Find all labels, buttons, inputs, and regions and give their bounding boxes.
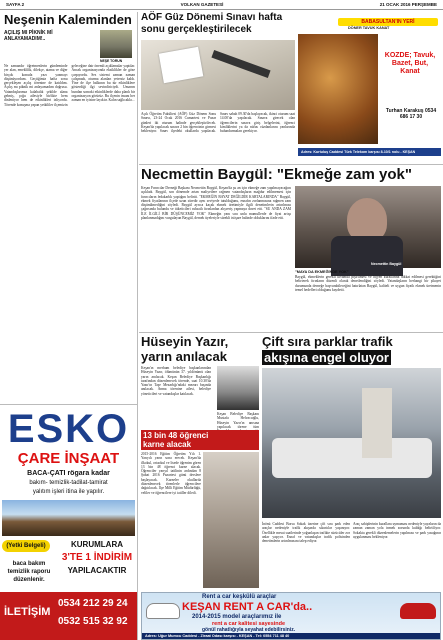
rentacar-line-4: gönül rahatlığıyla seyahat edebilirsiniz. xyxy=(202,627,296,633)
parking-article xyxy=(262,334,441,590)
esko-promo-3: YAPILACAKTIR xyxy=(67,566,127,575)
rentacar-name: KEŞAN RENT A CAR'da.. xyxy=(182,601,313,613)
aof-photo xyxy=(141,40,295,110)
rentacar-ad xyxy=(141,592,441,640)
baygul-caption: Necmettin Baygül xyxy=(371,262,402,266)
page-number: SAYFA 2 xyxy=(6,2,25,7)
awards-article xyxy=(141,430,259,590)
parking-photo xyxy=(262,368,441,518)
baygul-article xyxy=(141,166,441,331)
esko-ad xyxy=(0,406,137,640)
esko-contact-bar xyxy=(0,592,137,640)
esko-line-4: baca bakım temizlik raporu düzenlenir. xyxy=(7,561,51,583)
author-name: NEŞE TORUN xyxy=(100,59,123,63)
baygul-subhead: "MAYA DA EKMEĞİNDE YOK" xyxy=(295,270,349,274)
baygul-photo xyxy=(295,186,441,268)
yazir-photo xyxy=(217,366,259,410)
parking-title-1: Çift sıra parklar trafik xyxy=(262,334,393,349)
page-header xyxy=(0,0,443,10)
yazir-body: Keşan'ın merhum belediye başkanlarından Hüseyin Yazır, ölümünün 37. yıldönümü olan yarın anılacak. Keşan Belediye Başkanlığı tarafından düzenlenecek törende, saat 10.30'da Yazır'ın Taşe Mezarlığı'ndaki mezarı başında anılacak. Anma törenine ailesi, belediye yöneticileri ve vatandaşlar katılacak. xyxy=(141,366,211,396)
esko-line-3: yalıtım işleri itina ile yapılır. xyxy=(32,489,105,495)
kebab-address: Adres: Kurtuluş Caddesi Türk Telekom karşısı 8-10/1 nolu - KEŞAN xyxy=(298,148,441,156)
opinion-column xyxy=(4,12,135,402)
awards-photo xyxy=(203,452,259,588)
awards-title-1: 13 bin 48 öğrenci xyxy=(143,431,209,440)
baygul-col3: Baygül, ekmeklerin gerekli kıvamda pişirilmesi ve hijyen kurallarına dikkat edilmesi gerektiğini belirterek fırınların düzenli olarak denetlendiğini söyledi. Vatandaşların herhangi bir şikayet durumunda derneğe başvurabileceğini hatırlatan Baygül, kaliteli ve uygun fiyatlı ekmek üretmenin temel hedefleri olduğunu kaydetti. xyxy=(295,275,441,292)
esko-photo xyxy=(2,500,135,536)
column-subtitle-1: AÇILIŞ MI PİKNİK Mİ xyxy=(4,30,53,36)
rentacar-car xyxy=(146,603,180,619)
rentacar-line-1: Rent a car keşkülü araçlar xyxy=(202,594,277,600)
awards-title-2: karne alacak xyxy=(143,440,192,449)
esko-sub: ÇARE İNŞAAT xyxy=(17,450,120,467)
baygul-body: Keşan Fırıncılar Derneği Başkanı Necmettin Baygül, Keşan'da şu an için ekmeğe zam yapılmayacağını açıkladı. Baygül, son dönemde artan maliyetlere rağmen vatandaşların mağdur edilmemesi için fırıncıların fedakarlık yaptığını belirtti. "EKMEĞİN BAYAT DEĞİLDİR KARTALARINDA" Baygül, ekmek fiyatlarının ilçede uzun süredir aynı seviyede tutulduğunu, esnafın zorlanmasına rağmen zam düşünülmediğini söyledi. Baygül ayrıca kaçak ekmek üretimiyle ilgili denetimlerin artırılması çağrısında bulundu ve tüketicileri ruhsatlı fırınlardan alışveriş yapmaya davet etti. "SU ANDA ZAM İLE İLGİLİ BİR DÜŞÜNCEMİZ YOK" Ekmeğin yanı sıra unlu mamullerde de fiyat artışı planlanmadığını vurgulayan Baygül, dernek üyeleriyle sürekli istişare halinde olduklarını ifade etti. xyxy=(141,186,291,221)
yazir-title-2: yarın anılacak xyxy=(141,349,227,364)
esko-phone-2: 0532 515 32 92 xyxy=(58,616,128,627)
esko-line-2: bakım- temizlik-tadilat-tamirat xyxy=(29,480,108,486)
esko-badge: (Yetki Belgeli) xyxy=(2,540,50,552)
esko-contact-label: İLETİŞİM xyxy=(4,606,51,618)
column-title: Neşenin Kaleminden xyxy=(4,12,132,27)
column-subtitle-2: ANLAYAMADIM!.. xyxy=(4,36,46,42)
rentacar-address: Adres: Uğur Mumcu Caddesi - Ziraat Odası karşısı - KEŞAN - Tel: 0554 711 48 40 xyxy=(142,633,440,639)
kebab-contact: Turhan Karakuş 0534 686 17 30 xyxy=(385,108,437,120)
aof-body: Açık Öğretim Fakültesi (AÖF) Güz Dönem Sonu Sınavı, 23-24 Ocak 2016 Cumartesi ve Pazar günleri iki oturum halinde gerçekleştirilecek. Keşan'da yapılacak sınava 2 bin öğrencinin girmesi bekleniyor. Sınav ilçedeki okullarda yapılacak. Sınav sabah 09.30'da başlayacak, ikinci oturum saat 14.00'da yapılacak. Sınava girecek olan öğrencilerin sınava giriş belgelerini, öğrenci kimliklerini ya da nüfus cüzdanlarını yanlarında bulundurmaları gerekiyor. xyxy=(141,112,295,134)
yazir-title-1: Hüseyin Yazır, xyxy=(141,334,229,349)
esko-phone-1: 0534 212 29 24 xyxy=(58,598,128,609)
rentacar-car-2 xyxy=(400,603,436,619)
issue-date: 21 OCAK 2016 PERŞEMBE xyxy=(379,2,437,7)
kebab-ad xyxy=(298,12,441,162)
esko-line-1: BACA-ÇATI rögara kadar xyxy=(27,470,110,477)
author-photo xyxy=(100,30,132,58)
awards-body: 2015-2016 Eğitim Öğretim Yılı 1. Yarıyılı yarın sona erecek. Keşan'da ilkokul, ortaokul ve lisede öğrenim gören 13 bin 48 öğrenci karne alacak. Öğrenciler yarıyıl tatilinin ardından 8 Şubat 2016 Pazartesi günü derslere başlayacak. Karneler okullarda düzenlenecek törenlerle öğrencilere dağıtılacak. İlçe Milli Eğitim Müdürlüğü, veliler ve öğrencilere iyi tatiller diledi. xyxy=(141,452,201,495)
kebab-ad-sub: DÖNER TAVUK KANAT xyxy=(348,26,390,30)
esko-promo-1: KURUMLARA xyxy=(71,540,123,549)
kebab-menu: KOZDE; Tavuk, Bazet, But, Kanat xyxy=(384,52,436,75)
parking-title-2: akışına engel oluyor xyxy=(264,350,389,365)
aof-title-2: sonu gerçekleştirilecek xyxy=(141,24,252,35)
rentacar-line-3: rent a car kalitesi sayesinde xyxy=(212,621,286,627)
yazir-col2: Keşan Belediye Başkanı Mustafa Helvacıoğlu, Hüseyin Yazır'ın anısına yapılacak törene tüm xyxy=(217,412,259,429)
aof-article xyxy=(141,12,295,162)
aof-title-1: AÖF Güz Dönemi Sınavı hafta xyxy=(141,12,283,23)
column-body: Ne zamandır öğretmenlerin gündeminde yer alan, emeklilik, dilekçe, atama ve diğer birçok konuda yazı yazmayı düşünüyordum. Geçtiğimiz hafta sonu gerçekleşen açılış törenine de katıldım. Açılış mı piknik mi anlayamadım doğrusu. Vatandaşlarımız kalabalık şekilde alana gelmiş, çoğu ailesiyle birlikte hem dinleniyor hem de etkinlikleri izliyordu. Törende konuşma yapan yetkililer ilçemizin geleceğine dair önemli açıklamalar yaptılar. Ancak organizasyonda eksiklikler de göze çarpıyordu. Ses sistemi zaman zaman çalışmadı, oturma alanları yetersiz kaldı. Yine de ilçe halkının bu tür etkinliklere gösterdiği ilgi sevindiriciydi. Umarım bundan sonraki etkinliklerde daha planlı bir organizasyon görürüz. Bu ilçenin insanı her zaman en iyisine layıktır. Kalın sağlıcakla... xyxy=(4,64,135,107)
kebab-ad-name: BABASULTAN'IN YERİ xyxy=(338,18,438,26)
parking-col2: Araç sahiplerinin kurallara uymaması nedeniyle yayaların da zaman zaman yola inmek zorunda kaldığı belirtiliyor. Sokakta gerekli düzenlemelerin yapılması ve park yasağının uygulanması bekleniyor. xyxy=(353,522,441,539)
kebab-photo xyxy=(298,34,378,144)
newspaper-name: VOLKAN GAZETESİ xyxy=(180,2,224,7)
baygul-title: Necmettin Baygül: "Ekmeğe zam yok" xyxy=(141,166,412,183)
parking-body: İnönü Caddesi Borsa Sokak üzerine çift sıra park eden araçlar nedeniyle trafik akışında sıkıntılar yaşanıyor. Özellikle mesai saatlerinde yoğunlaşan trafikte sürücüler zor anlar yaşıyor. Esnaf ve vatandaşlar trafik polisinden denetimlerin artırılmasını talep ediyor. xyxy=(262,522,350,544)
esko-promo-2: 3'TE 1 İNDİRİM xyxy=(61,552,133,563)
yazir-article xyxy=(141,334,259,429)
rentacar-line-2: 2014-2015 model araçlarımız ile xyxy=(192,614,282,620)
esko-name: ESKO xyxy=(7,407,130,451)
